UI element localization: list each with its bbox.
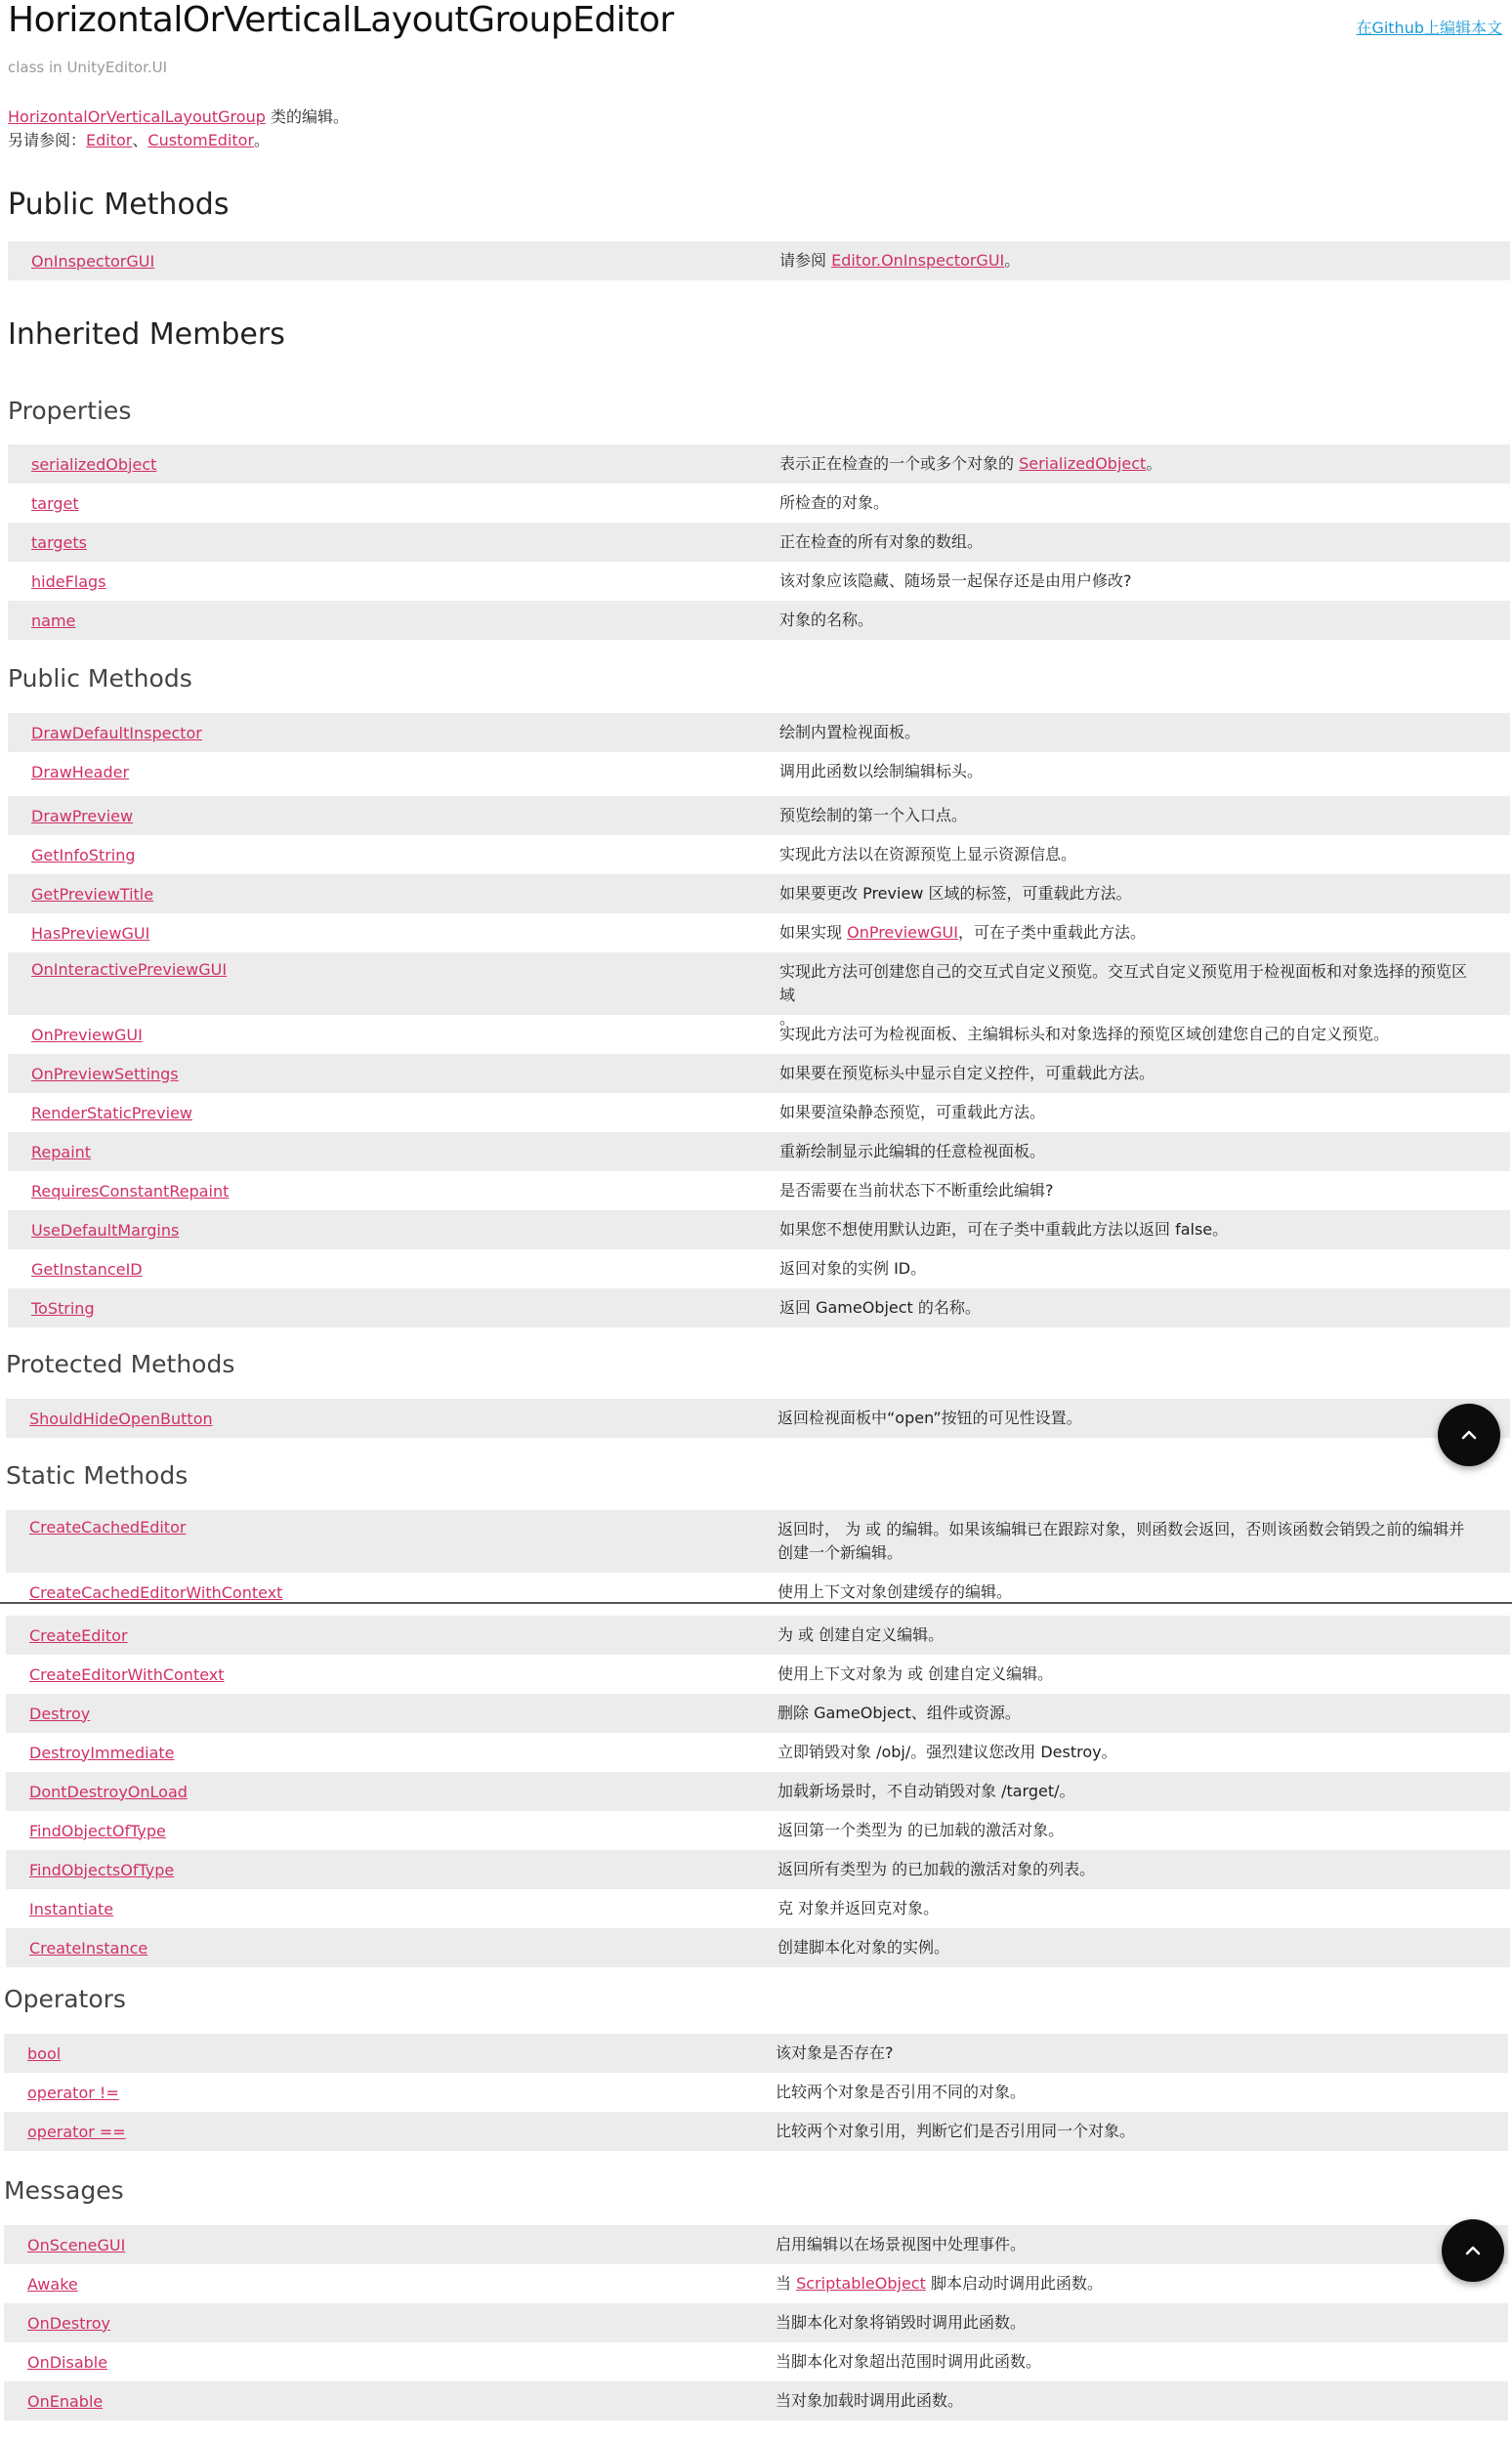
table-row — [4, 2264, 1508, 2303]
member-description: 调用此函数以绘制编辑标头。 — [779, 762, 984, 780]
table-row — [8, 1210, 1510, 1249]
table-row — [8, 713, 1510, 752]
member-description: 为 或 创建自定义编辑。 — [777, 1625, 945, 1644]
table-row — [6, 1655, 1510, 1694]
member-link[interactable]: UseDefaultMargins — [31, 1220, 180, 1240]
table-row — [8, 1249, 1510, 1288]
member-link[interactable]: DrawHeader — [31, 762, 130, 781]
member-link[interactable]: OnDisable — [27, 2352, 108, 2372]
member-description: 返回对象的实例 ID。 — [779, 1259, 927, 1278]
description-link[interactable]: Editor.OnInspectorGUI — [831, 251, 1005, 270]
member-description: 返回第一个类型为 的已加载的激活对象。 — [777, 1821, 1065, 1839]
table-row — [6, 1928, 1510, 1967]
member-link[interactable]: OnDestroy — [27, 2313, 110, 2333]
table-row — [8, 835, 1510, 874]
member-description: 返回所有类型为 的已加载的激活对象的列表。 — [777, 1860, 1096, 1878]
table-row — [8, 796, 1510, 835]
member-link[interactable]: targets — [31, 532, 87, 552]
member-description: 加载新场景时，不自动销毁对象 /target/。 — [777, 1782, 1075, 1800]
table-row — [8, 913, 1510, 952]
description-link[interactable]: SerializedObject — [1019, 454, 1147, 473]
class-description: HorizontalOrVerticalLayoutGroup 类的编辑。 — [8, 107, 349, 126]
member-link[interactable]: CreateEditorWithContext — [29, 1664, 225, 1684]
see-also-line: 另请参阅：Editor、CustomEditor。 — [8, 131, 271, 149]
member-link[interactable]: OnEnable — [27, 2391, 104, 2411]
member-description: 返回 GameObject 的名称。 — [779, 1298, 981, 1317]
member-link[interactable]: OnInteractivePreviewGUI — [31, 960, 228, 979]
divider-line — [0, 1602, 1512, 1604]
member-link[interactable]: ToString — [31, 1298, 95, 1318]
member-link[interactable]: DestroyImmediate — [29, 1743, 175, 1762]
properties-table — [8, 444, 1510, 640]
table-row — [8, 874, 1510, 913]
member-link[interactable]: Destroy — [29, 1704, 91, 1723]
member-description: 比较两个对象引用，判断它们是否引用同一个对象。 — [776, 2122, 1136, 2140]
member-description: 如果您不想使用默认边距，可在子类中重载此方法以返回 false。 — [779, 1220, 1229, 1239]
member-description: 所检查的对象。 — [779, 493, 890, 512]
table-row — [6, 1573, 1510, 1612]
table-row — [6, 1399, 1510, 1438]
base-class-link[interactable]: HorizontalOrVerticalLayoutGroup — [8, 107, 266, 126]
member-description: 返回检视面板中“open”按钮的可见性设置。 — [777, 1409, 1082, 1427]
table-row — [8, 952, 1510, 1028]
messages-table — [4, 2225, 1508, 2421]
public-methods-table — [8, 241, 1510, 280]
member-description: 比较两个对象是否引用不同的对象。 — [776, 2083, 1027, 2101]
member-link[interactable]: name — [31, 611, 76, 630]
member-link[interactable]: hideFlags — [31, 571, 106, 591]
member-description: 当脚本化对象超出范围时调用此函数。 — [776, 2352, 1042, 2371]
member-link[interactable]: bool — [27, 2043, 62, 2063]
member-description: 该对象是否存在? — [776, 2043, 894, 2062]
table-row — [6, 1733, 1510, 1772]
table-row — [6, 1510, 1510, 1573]
member-link[interactable]: FindObjectOfType — [29, 1821, 166, 1840]
member-link[interactable]: HasPreviewGUI — [31, 923, 150, 943]
member-description: 如果要更改 Preview 区域的标签，可重载此方法。 — [779, 884, 1132, 903]
member-link[interactable]: DontDestroyOnLoad — [29, 1782, 188, 1801]
member-link[interactable]: operator != — [27, 2083, 119, 2102]
section-protected-methods: Protected Methods — [6, 1350, 235, 1378]
description-link[interactable]: ScriptableObject — [796, 2274, 926, 2293]
member-description: 当 ScriptableObject 脚本启动时调用此函数。 — [776, 2274, 1103, 2293]
table-row — [8, 1171, 1510, 1210]
table-row — [4, 2112, 1508, 2151]
member-description: 使用上下文对象为 或 创建自定义编辑。 — [777, 1664, 1054, 1683]
member-description: 删除 GameObject、组件或资源。 — [777, 1704, 1021, 1722]
table-row — [4, 2381, 1508, 2421]
table-row — [8, 444, 1510, 484]
member-description: 该对象应该隐藏、随场景一起保存还是由用户修改? — [779, 571, 1132, 590]
member-description: 请参阅 Editor.OnInspectorGUI。 — [779, 251, 1021, 270]
member-link[interactable]: CreateCachedEditorWithContext — [29, 1582, 283, 1602]
table-row — [8, 1132, 1510, 1171]
section-properties: Properties — [8, 397, 132, 425]
member-link[interactable]: GetInstanceID — [31, 1259, 143, 1279]
section-inherited-public-methods: Public Methods — [8, 664, 192, 693]
member-link[interactable]: DrawDefaultInspector — [31, 723, 202, 742]
member-link[interactable]: operator == — [27, 2122, 126, 2141]
description-link[interactable]: OnPreviewGUI — [847, 923, 958, 942]
table-row — [6, 1772, 1510, 1811]
table-row — [8, 241, 1510, 280]
member-link[interactable]: OnPreviewSettings — [31, 1064, 179, 1083]
member-link[interactable]: RenderStaticPreview — [31, 1103, 192, 1122]
member-description: 创建脚本化对象的实例。 — [777, 1938, 950, 1957]
member-description: 使用上下文对象创建缓存的编辑。 — [777, 1582, 1013, 1601]
member-description: 当对象加载时调用此函数。 — [776, 2391, 964, 2410]
table-row — [8, 752, 1510, 791]
table-row — [8, 562, 1510, 601]
member-description: 克 对象并返回克对象。 — [777, 1899, 940, 1917]
table-row — [8, 523, 1510, 562]
table-row — [4, 2225, 1508, 2264]
table-row — [8, 1093, 1510, 1132]
member-link[interactable]: serializedObject — [31, 454, 157, 474]
member-link[interactable]: OnInspectorGUI — [31, 251, 155, 271]
table-row — [4, 2303, 1508, 2342]
table-row — [8, 484, 1510, 523]
member-link[interactable]: target — [31, 493, 79, 513]
member-description: 如果要渲染静态预览，可重载此方法。 — [779, 1103, 1046, 1121]
section-inherited-members: Inherited Members — [8, 317, 285, 352]
member-link[interactable]: CreateCachedEditor — [29, 1518, 187, 1537]
member-description: 实现此方法可创建您自己的交互式自定义预览。交互式自定义预览用于检视面板和对象选择的预览区域 。 — [779, 962, 1468, 1028]
member-link[interactable]: FindObjectsOfType — [29, 1860, 175, 1879]
member-description: 如果实现 OnPreviewGUI，可在子类中重载此方法。 — [779, 923, 1146, 942]
table-row — [8, 1015, 1510, 1054]
chevron-up-icon — [1461, 2239, 1485, 2262]
member-description: 当脚本化对象将销毁时调用此函数。 — [776, 2313, 1027, 2332]
member-link[interactable]: OnPreviewGUI — [31, 1025, 143, 1044]
table-row — [6, 1694, 1510, 1733]
back-to-top-button-2[interactable] — [1442, 2219, 1504, 2282]
table-row — [6, 1811, 1510, 1850]
member-link[interactable]: RequiresConstantRepaint — [31, 1181, 230, 1200]
member-description: 启用编辑以在场景视图中处理事件。 — [776, 2235, 1027, 2253]
inherited-public-methods-table — [8, 713, 1510, 1327]
protected-methods-table — [6, 1399, 1510, 1438]
chevron-up-icon — [1457, 1423, 1481, 1447]
member-description: 正在检查的所有对象的数组。 — [779, 532, 984, 551]
member-link[interactable]: Repaint — [31, 1142, 92, 1161]
member-description: 实现此方法可为检视面板、主编辑标头和对象选择的预览区域创建您自己的自定义预览。 — [779, 1025, 1390, 1043]
member-description: 是否需要在当前状态下不断重绘此编辑? — [779, 1181, 1054, 1200]
table-row — [8, 601, 1510, 640]
member-description: 实现此方法以在资源预览上显示资源信息。 — [779, 845, 1077, 863]
member-link[interactable]: GetInfoString — [31, 845, 136, 864]
page-subtitle: class in UnityEditor.UI — [8, 59, 168, 76]
editor-link[interactable]: Editor — [86, 131, 133, 149]
table-row — [4, 2073, 1508, 2112]
custom-editor-link[interactable]: CustomEditor — [147, 131, 255, 149]
operators-table — [4, 2034, 1508, 2151]
member-description: 表示正在检查的一个或多个对象的 SerializedObject。 — [779, 454, 1162, 473]
table-row — [8, 1054, 1510, 1093]
member-description: 对象的名称。 — [779, 611, 874, 629]
table-row — [4, 2342, 1508, 2381]
section-messages: Messages — [4, 2176, 124, 2205]
member-description: 立即销毁对象 /obj/。强烈建议您改用 Destroy。 — [777, 1743, 1117, 1761]
member-link[interactable]: CreateInstance — [29, 1938, 148, 1958]
table-row — [6, 1889, 1510, 1928]
edit-on-github-link[interactable]: 在Github上编辑本文 — [1356, 19, 1502, 37]
member-description: 预览绘制的第一个入口点。 — [779, 806, 968, 824]
table-row — [6, 1850, 1510, 1889]
member-link[interactable]: GetPreviewTitle — [31, 884, 154, 904]
member-link[interactable]: DrawPreview — [31, 806, 134, 825]
section-static-methods: Static Methods — [6, 1461, 189, 1490]
member-description: 如果要在预览标头中显示自定义控件，可重载此方法。 — [779, 1064, 1155, 1082]
table-row — [4, 2034, 1508, 2073]
section-public-methods: Public Methods — [8, 188, 230, 222]
section-operators: Operators — [4, 1985, 126, 2013]
member-link[interactable]: ShouldHideOpenButton — [29, 1409, 213, 1428]
static-methods-table — [6, 1510, 1510, 1967]
member-description: 返回时， 为 或 的编辑。如果该编辑已在跟踪对象，则函数会返回，否则该函数会销毁之前的编辑并 创建一个新编辑。 — [777, 1520, 1465, 1562]
back-to-top-button[interactable] — [1438, 1404, 1500, 1466]
table-row — [6, 1616, 1510, 1655]
member-link[interactable]: Awake — [27, 2274, 78, 2294]
member-description: 重新绘制显示此编辑的任意检视面板。 — [779, 1142, 1046, 1160]
member-link[interactable]: Instantiate — [29, 1899, 114, 1918]
member-link[interactable]: OnSceneGUI — [27, 2235, 126, 2254]
page-title: HorizontalOrVerticalLayoutGroupEditor — [8, 0, 674, 40]
member-link[interactable]: CreateEditor — [29, 1625, 128, 1645]
table-row — [8, 1288, 1510, 1327]
member-description: 绘制内置检视面板。 — [779, 723, 921, 741]
